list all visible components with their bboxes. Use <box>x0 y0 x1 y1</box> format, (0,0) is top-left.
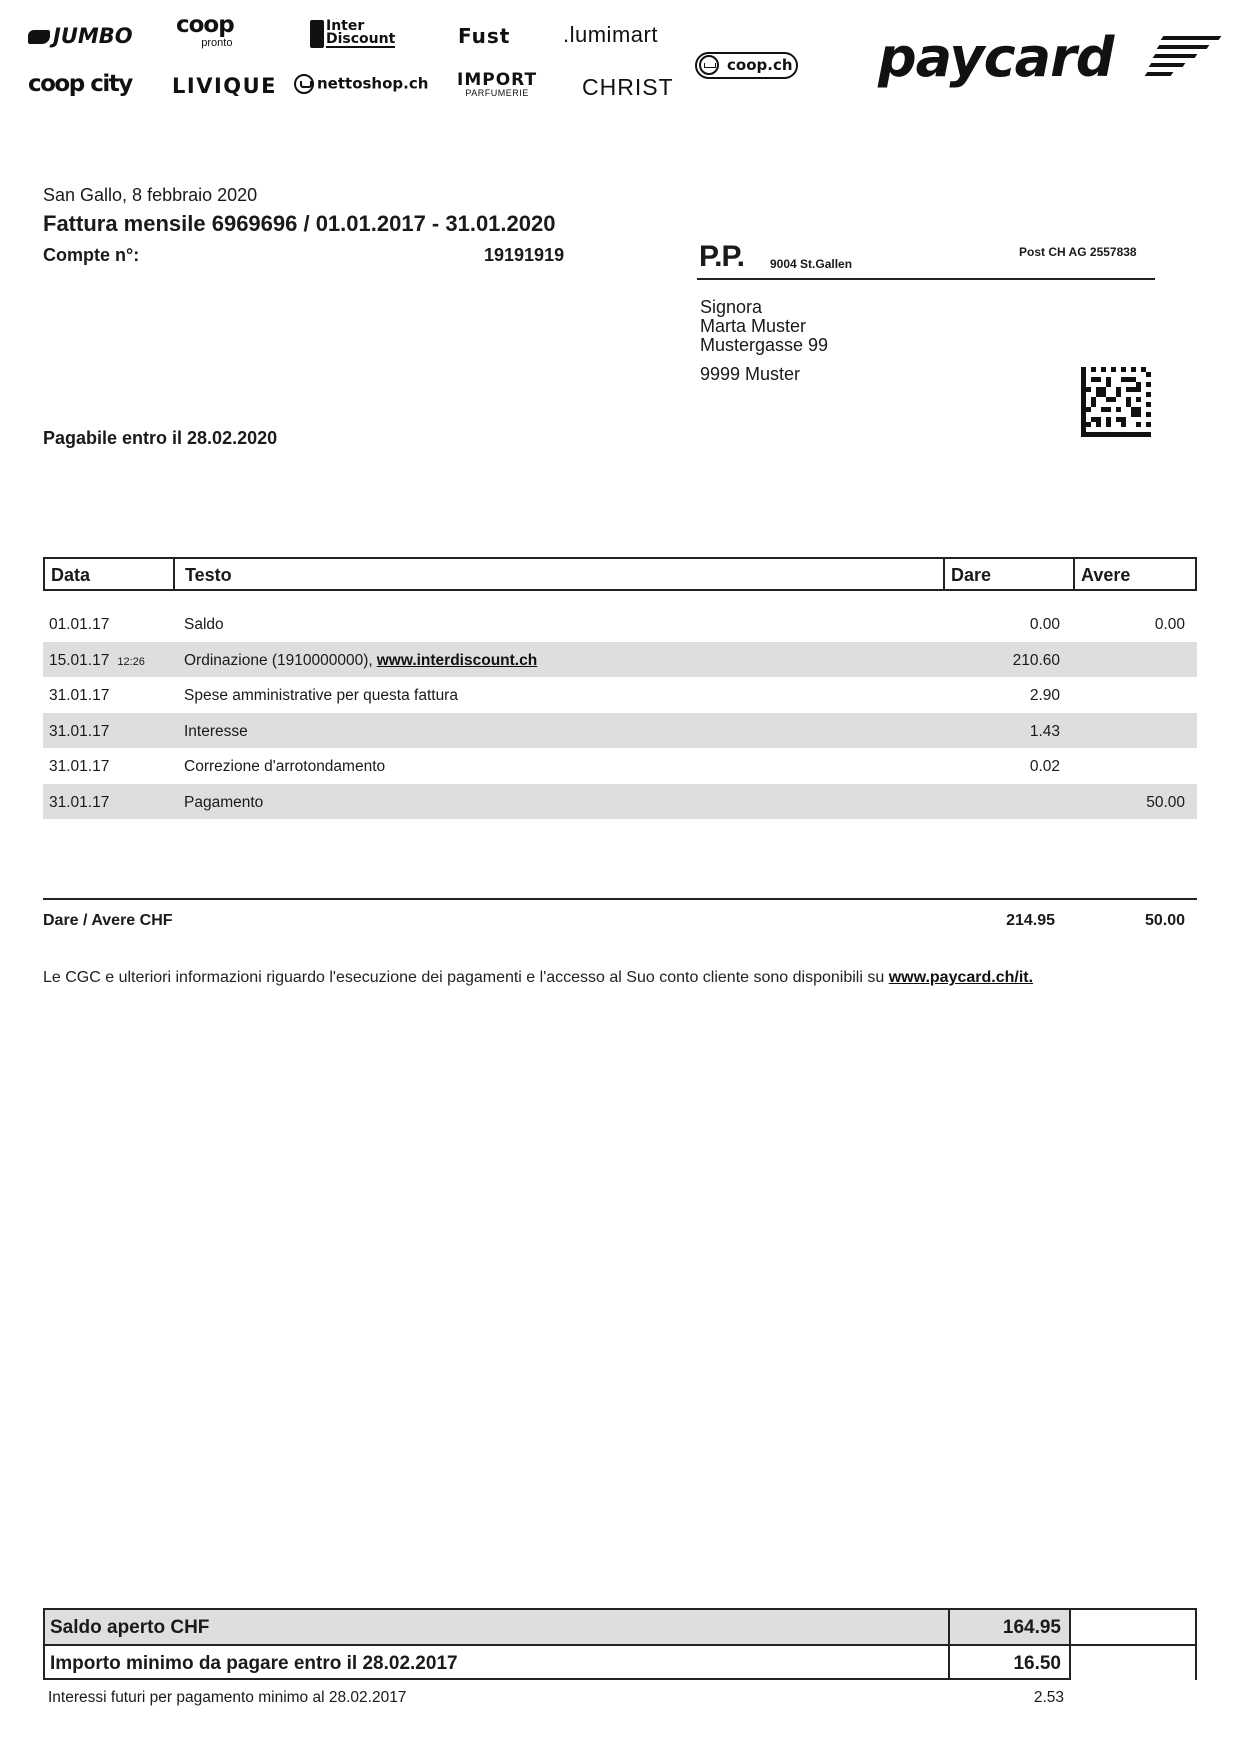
paycard-wordmark: paycard <box>878 26 1114 89</box>
minimum-payment-value: 16.50 <box>950 1646 1071 1680</box>
jumbo-logo <box>28 24 133 48</box>
row-text: Spese amministrative per questa fattura <box>184 687 458 704</box>
table-row <box>43 642 1197 678</box>
interdiscount-logo <box>310 20 395 48</box>
jumbo-mark-icon <box>28 30 50 44</box>
nettoshop-text: nettoshop.ch <box>317 74 429 93</box>
total-debit: 214.95 <box>1006 912 1055 929</box>
coop-pronto-main: coop <box>176 12 234 38</box>
row-credit: 0.00 <box>1154 616 1185 633</box>
summary-row-open <box>45 1610 1195 1646</box>
row-text: Saldo <box>184 616 224 633</box>
col-text: Testo <box>175 559 945 589</box>
row-date: 31.01.17 <box>49 758 110 775</box>
address-salutation: Signora <box>700 297 763 317</box>
row-debit: 1.43 <box>1029 722 1060 740</box>
recipient-address <box>700 298 828 384</box>
place-date: San Gallo, 8 febbraio 2020 <box>43 185 258 205</box>
row-date: 31.01.17 <box>49 687 110 704</box>
col-date: Data <box>45 559 175 589</box>
row-text: Pagamento <box>184 793 264 811</box>
table-row <box>43 784 1197 820</box>
future-interest-value: 2.53 <box>1033 1689 1064 1706</box>
account-label: Compte n°: <box>43 245 140 265</box>
jumbo-logo-text: JUMBO <box>53 24 133 48</box>
row-debit: 2.90 <box>1029 687 1060 704</box>
coop-pronto-logo <box>176 14 234 49</box>
coop-ch-text: coop.ch <box>727 56 793 74</box>
row-text: Correzione d'arrotondamento <box>184 758 386 775</box>
open-balance-label: Saldo aperto CHF <box>45 1610 950 1644</box>
paycard-logo <box>878 22 1218 92</box>
future-interest-label: Interessi futuri per pagamento minimo al 28.02.2017 <box>48 1689 407 1706</box>
summary-row-minimum <box>45 1646 1195 1680</box>
row-debit: 0.02 <box>1029 758 1060 775</box>
row-text: Ordinazione (1910000000), www.interdiscount.ch <box>184 651 538 669</box>
open-balance-value: 164.95 <box>950 1610 1071 1644</box>
col-credit: Avere <box>1081 565 1131 585</box>
post-code: Post CH AG 2557838 <box>1019 245 1137 259</box>
row-debit: 0.00 <box>1029 616 1060 633</box>
row-time: 12:26 <box>117 655 145 668</box>
table-row <box>43 713 1197 749</box>
datamatrix-code-icon <box>1081 367 1151 437</box>
row-debit: 210.60 <box>1012 651 1060 669</box>
row-text: Interesse <box>184 722 248 740</box>
lumimart-logo: .lumimart <box>563 22 658 47</box>
coop-ch-logo <box>695 52 798 79</box>
address-city: 9999 Muster <box>700 364 801 384</box>
import-sub: PARFUMERIE <box>465 88 529 98</box>
interdiscount-l2: Discount <box>326 31 396 47</box>
transactions-header <box>43 557 1197 591</box>
interdiscount-mark-icon <box>310 20 324 48</box>
minimum-payment-label: Importo minimo da pagare entro il 28.02.2017 <box>45 1646 950 1680</box>
table-row <box>43 606 1197 642</box>
paycard-link[interactable]: www.paycard.ch/it. <box>888 969 1034 986</box>
transactions-body <box>43 606 1197 819</box>
totals-divider <box>43 898 1197 900</box>
summary-table <box>43 1608 1197 1680</box>
row-date: 15.01.17 12:26 <box>49 651 145 669</box>
payment-due: Pagabile entro il 28.02.2020 <box>43 428 278 448</box>
pp-mark: P.P. <box>699 240 744 273</box>
invoice-title: Fattura mensile 6969696 / 01.01.2017 - 31.01.2020 <box>43 211 556 236</box>
nettoshop-logo <box>294 74 428 94</box>
address-name: Marta Muster <box>700 316 807 336</box>
total-credit: 50.00 <box>1144 912 1185 929</box>
account-number: 19191919 <box>484 245 565 265</box>
pp-city: 9004 St.Gallen <box>770 257 853 271</box>
christ-logo: CHRIST <box>582 74 674 100</box>
cart-icon <box>699 55 719 75</box>
info-sentence: Le CGC e ulteriori informazioni riguardo l'esecuzione dei pagamenti e l'accesso al Suo conto cliente sono disponibili su <box>43 969 885 986</box>
import-main: IMPORT <box>457 70 538 90</box>
table-row <box>43 677 1197 713</box>
address-street: Mustergasse 99 <box>700 335 829 355</box>
row-date: 31.01.17 <box>49 793 110 811</box>
import-parfumerie-logo <box>457 72 537 98</box>
livique-logo: LIVIQUE <box>172 74 278 98</box>
totals-label: Dare / Avere CHF <box>43 912 173 929</box>
cart-icon <box>294 74 314 94</box>
info-text <box>43 969 1033 987</box>
coop-city-logo: coop city <box>28 71 132 97</box>
col-debit: Dare <box>945 559 1075 589</box>
table-row <box>43 748 1197 784</box>
fust-logo: Fust <box>458 24 511 48</box>
interdiscount-link[interactable]: www.interdiscount.ch <box>376 651 538 669</box>
coop-pronto-sub: pronto <box>201 37 233 49</box>
postal-divider <box>697 278 1155 280</box>
interdiscount-l1: Inter <box>326 18 365 34</box>
row-date: 31.01.17 <box>49 722 110 740</box>
row-credit: 50.00 <box>1146 793 1185 811</box>
row-date: 01.01.17 <box>49 616 110 633</box>
